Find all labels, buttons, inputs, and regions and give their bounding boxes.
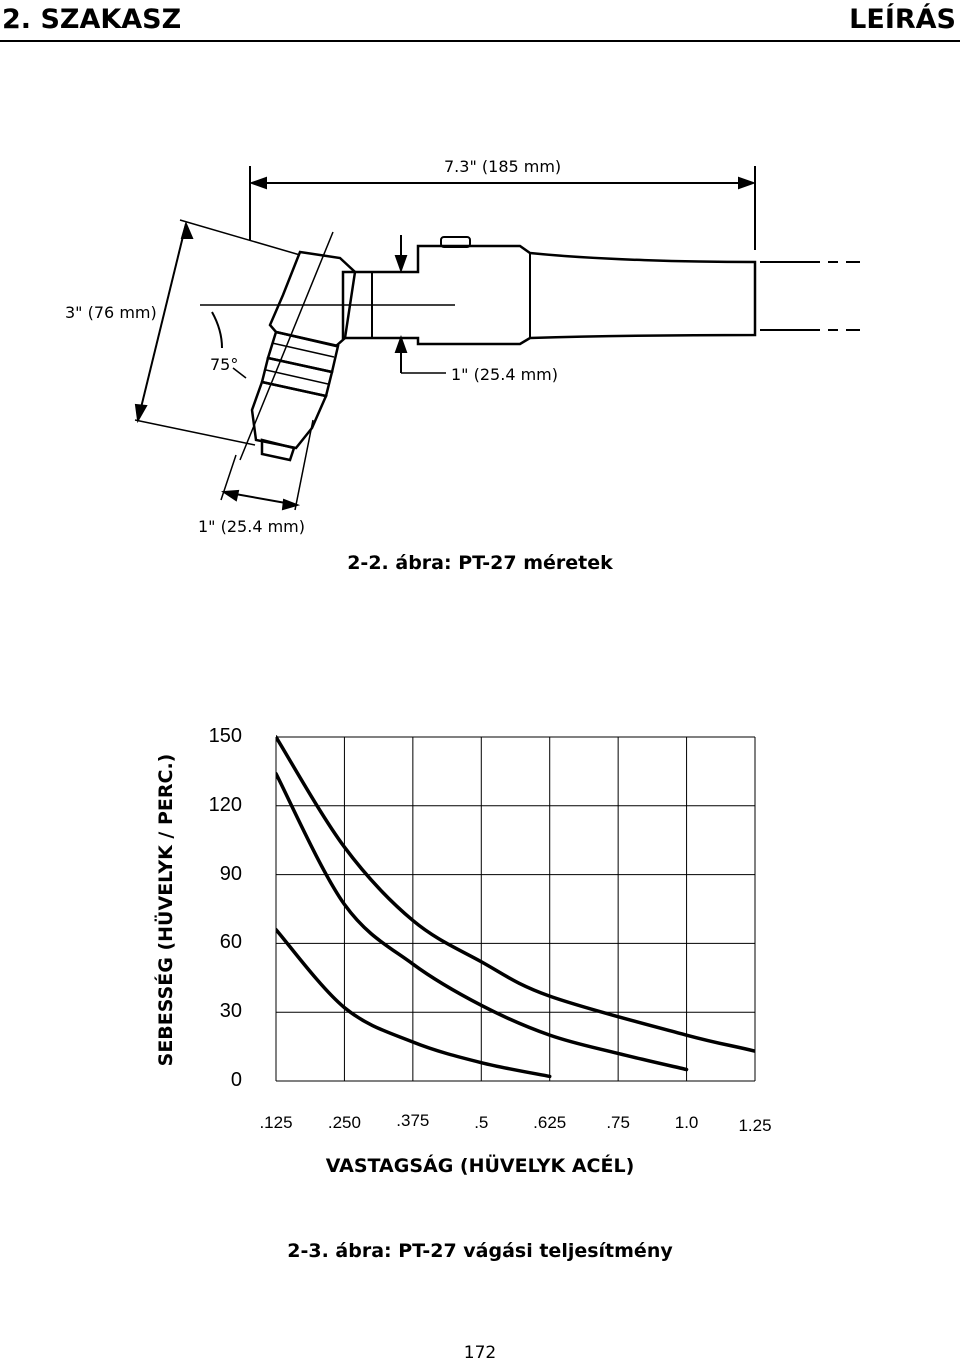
x-tick-label: .625 — [533, 1113, 567, 1132]
y-tick-label: 90 — [219, 862, 242, 885]
y-tick-label: 120 — [208, 793, 242, 816]
section-heading: 2. SZAKASZ — [2, 4, 182, 35]
x-tick-label: .250 — [327, 1113, 361, 1132]
x-tick-label: .125 — [259, 1113, 293, 1132]
figure-2-2-caption: 2-2. ábra: PT-27 méretek — [347, 552, 613, 574]
dim-handle-label: 1" (25.4 mm) — [451, 365, 558, 384]
page-number: 172 — [463, 1343, 497, 1363]
y-tick-label: 30 — [219, 1000, 242, 1023]
y-tick-label: 0 — [230, 1069, 242, 1091]
x-tick-label: .75 — [606, 1113, 630, 1132]
x-tick-label: .375 — [396, 1111, 430, 1130]
y-axis-label: SEBESSÉG (HÜVELYK / PERC.) — [155, 753, 177, 1067]
y-tick-label: 60 — [219, 931, 242, 954]
x-tick-label: 1.0 — [674, 1113, 699, 1132]
x-tick-label: 1.25 — [738, 1116, 772, 1135]
angle-label: 75° — [210, 355, 239, 374]
section-title: LEÍRÁS — [849, 4, 956, 35]
x-axis-label: VASTAGSÁG (HÜVELYK ACÉL) — [325, 1155, 635, 1177]
dim-overall-label: 7.3" (185 mm) — [444, 157, 562, 176]
figure-2-3-caption: 2-3. ábra: PT-27 vágási teljesítmény — [287, 1240, 673, 1262]
y-tick-label: 150 — [208, 725, 242, 747]
dim-head-width-label: 1" (25.4 mm) — [198, 517, 305, 536]
dim-head-height-label: 3" (76 mm) — [65, 303, 157, 322]
x-tick-label: .5 — [474, 1113, 489, 1132]
